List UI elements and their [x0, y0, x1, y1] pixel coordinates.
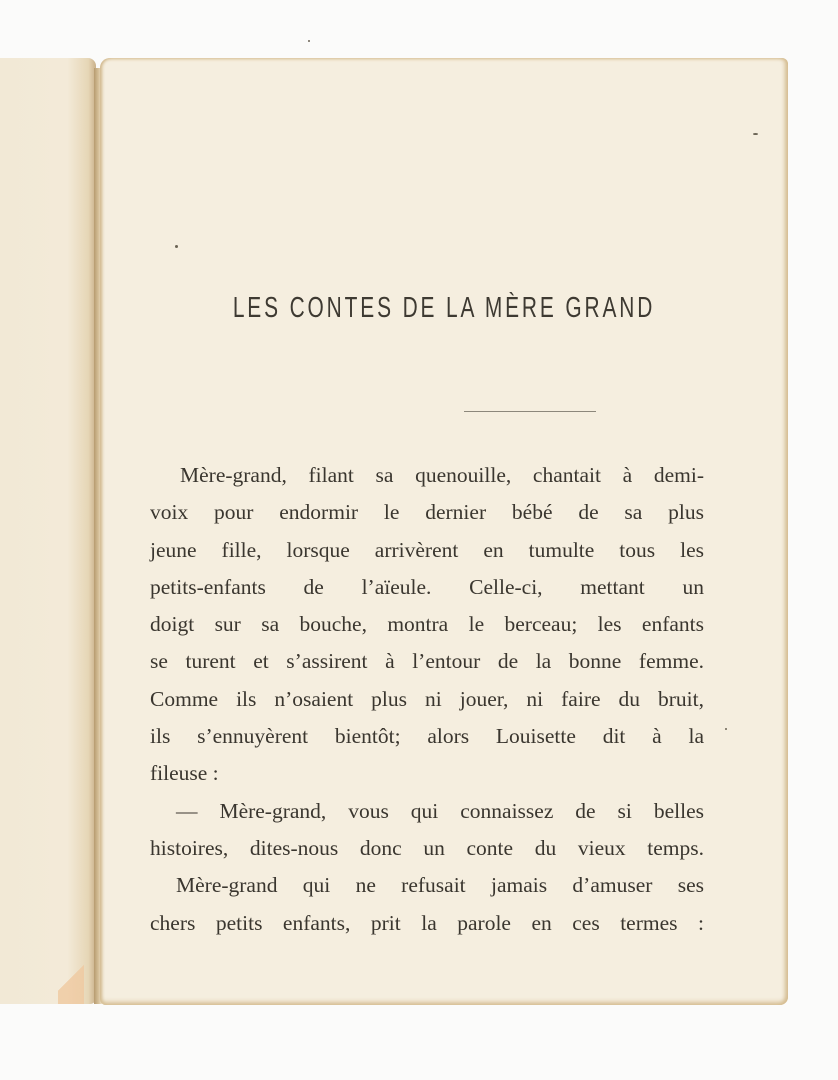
title-divider	[464, 411, 596, 412]
paragraph-3	[150, 867, 704, 942]
text-line: — Mère-grand, vous qui connaissez de si belles	[176, 798, 704, 823]
left-page-edge	[0, 58, 96, 1004]
paper-speck	[725, 728, 727, 730]
text-line: fileuse :	[150, 761, 219, 786]
text-line: doigt sur sa bouche, montra le berceau; les enfants	[150, 612, 704, 637]
torn-corner	[58, 952, 84, 1004]
text-line: Mère-grand qui ne refusait jamais d’amuser ses	[176, 873, 704, 898]
paper-speck	[175, 245, 178, 248]
text-line: histoires, dites-nous donc un conte du vieux temps.	[150, 835, 704, 860]
text-line: ils s’ennuyèrent bientôt; alors Louisette dit à la	[150, 724, 704, 749]
paper-speck	[308, 40, 310, 42]
text-line: petits-enfants de l’aïeule. Celle-ci, mettant un	[150, 574, 704, 599]
text-line: chers petits enfants, prit la parole en ces termes :	[150, 910, 704, 935]
text-line: voix pour endormir le dernier bébé de sa plus	[150, 500, 704, 525]
paragraph-2	[150, 793, 704, 868]
text-line: jeune fille, lorsque arrivèrent en tumulte tous les	[150, 537, 704, 562]
text-line: se turent et s’assirent à l’entour de la bonne femme.	[150, 649, 704, 674]
body-text	[150, 457, 704, 942]
paper-speck	[753, 133, 758, 135]
text-line: Mère-grand, filant sa quenouille, chantait à demi-	[180, 463, 704, 487]
text-line: Comme ils n’osaient plus ni jouer, ni faire du bruit,	[150, 686, 704, 711]
paragraph-1	[150, 457, 704, 793]
page-title: LES CONTES DE LA MÈRE GRAND	[232, 292, 656, 324]
